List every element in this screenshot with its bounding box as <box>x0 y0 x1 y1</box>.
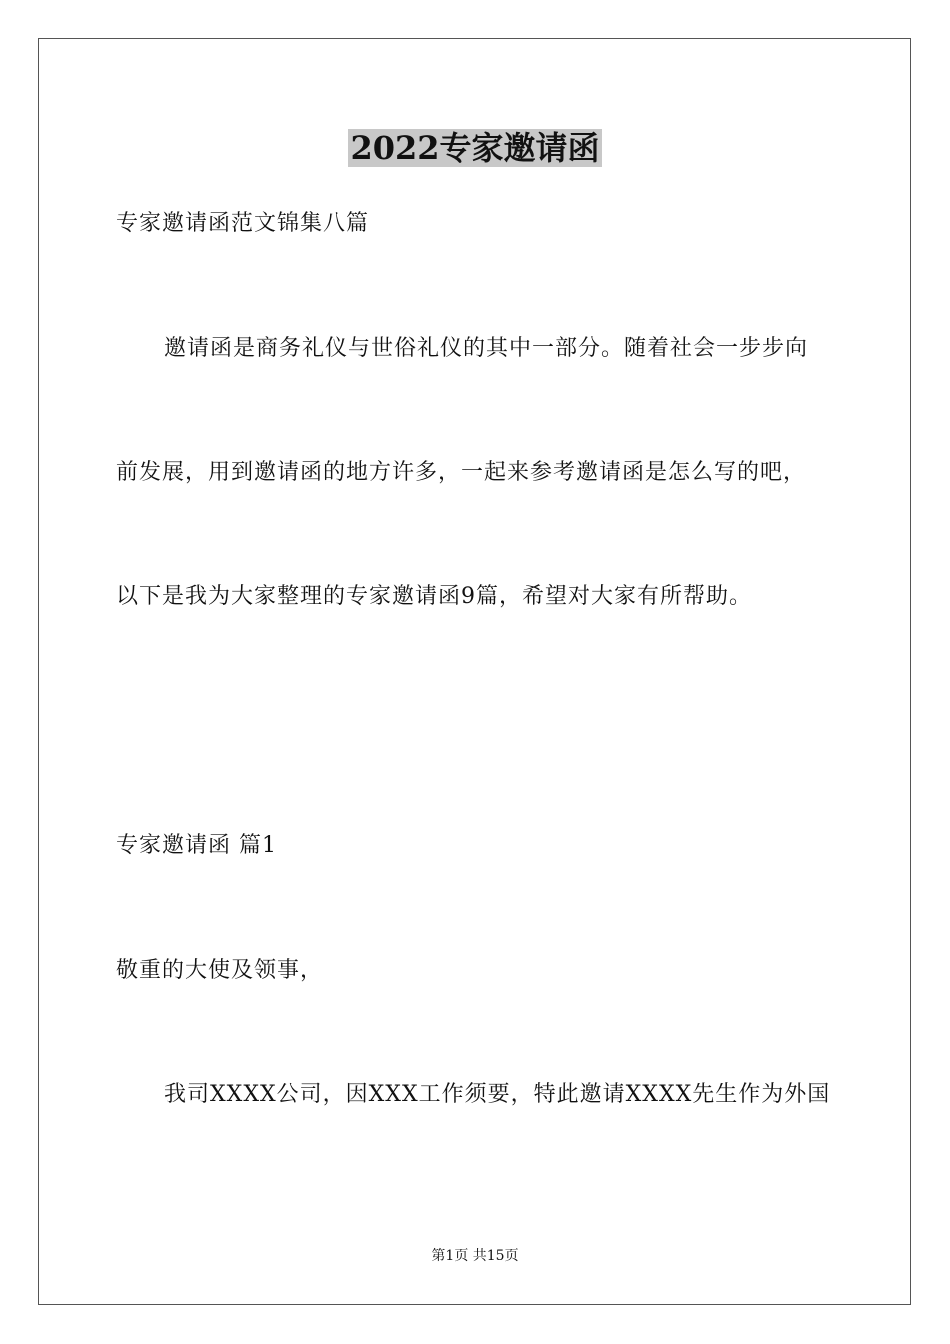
document-title <box>0 128 950 168</box>
intro-line-3: 以下是我为大家整理的专家邀请函9篇，希望对大家有所帮助。 <box>116 584 752 609</box>
salutation: 敬重的大使及领事， <box>116 958 324 983</box>
intro-line-1: 邀请函是商务礼仪与世俗礼仪的其中一部分。随着社会一步步向 <box>164 336 809 361</box>
subtitle: 专家邀请函范文锦集八篇 <box>116 211 370 236</box>
intro-line-2: 前发展，用到邀请函的地方许多，一起来参考邀请函是怎么写的吧， <box>116 460 807 485</box>
page-footer: 第1页 共15页 <box>431 1248 519 1264</box>
title-text: 2022专家邀请函 <box>350 129 600 167</box>
section-heading: 专家邀请函 篇1 <box>116 833 277 858</box>
body-line-1: 我司XXXX公司，因XXX工作须要，特此邀请XXXX先生作为外国 <box>164 1082 831 1107</box>
